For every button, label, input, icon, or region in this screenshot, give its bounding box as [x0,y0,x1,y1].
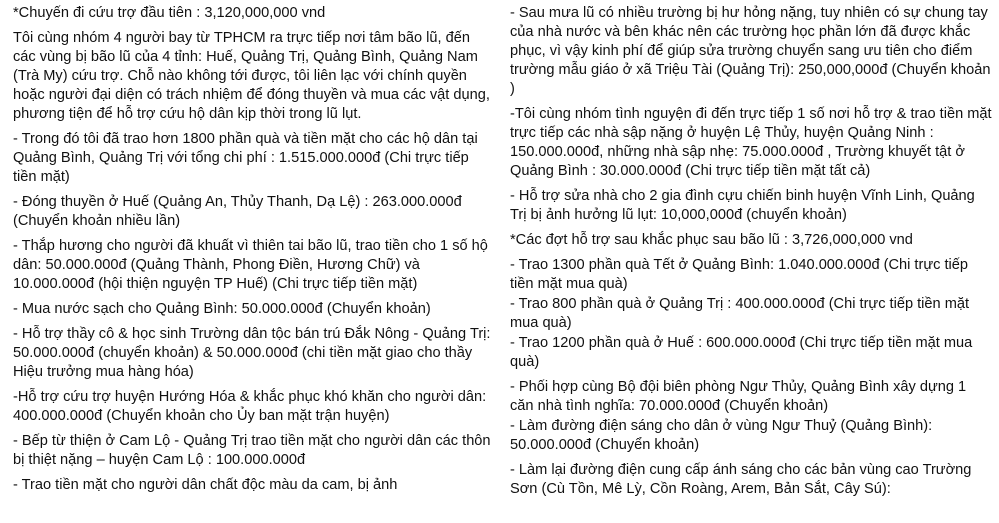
expense-item-kitchen: - Bếp từ thiện ở Cam Lộ - Quảng Trị trao tiền mặt cho người dân các thôn bị thiệt nặng – huyện Cam Lộ : 100.000.000đ [13,433,491,468]
expense-item-school: - Hỗ trợ thầy cô & học sinh Trường dân tộc bán trú Đắk Nông - Quảng Trị: 50.000.000đ (chuyển khoản) & 50.000.000đ (chi tiền mặt giao cho thầy Hiệu trưởng mua hàng hóa) [13,326,491,380]
trip-description: Tôi cùng nhóm 4 người bay từ TPHCM ra trực tiếp nơi tâm bão lũ, đến các vùng bị bão lũ của 4 tỉnh: Huế, Quảng Trị, Quảng Bình, Quảng Nam (Trà My) cứu trợ. Chỗ nào không tới được, tôi liên lạc với chính quyền hoặc người đại diện có trách nhiệm để đóng thuyền và mua các vật dụng, phương tiện để hỗ trợ cứu hộ dân kịp thời trong lũ lụt. [13,30,490,122]
post-flood-heading: *Các đợt hỗ trợ sau khắc phục sau bão lũ : 3,726,000,000 vnd [510,232,913,248]
expense-item-hue-gifts: - Trao 1200 phần quà ở Huế : 600.000.000đ (Chi trực tiếp tiền mặt mua quà) [510,335,973,370]
expense-item-boats: - Đóng thuyền ở Huế (Quảng An, Thủy Thanh, Dạ Lệ) : 263.000.000đ (Chuyển khoản nhiều lần) [13,194,462,229]
expense-item-agent-orange: - Trao tiền mặt cho người dân chất độc màu da cam, bị ảnh [13,477,398,493]
expense-item-huong-hoa: -Hỗ trợ cứu trợ huyện Hướng Hóa & khắc phục khó khăn cho người dân: 400.000.000đ (Chuyển khoản cho Ủy ban mặt trận huyện) [13,389,487,424]
expense-item-quang-tri-gifts: - Trao 800 phần quà ở Quảng Trị : 400.000.000đ (Chi trực tiếp tiền mặt mua quà) [510,296,970,331]
expense-item-gifts: - Trong đó tôi đã trao hơn 1800 phần quà và tiền mặt cho các hộ dân tại Quảng Bình, Quảng Trị với tổng chi phí : 1.515.000.000đ (Chi trực tiếp tiền mặt) [13,131,478,185]
right-column [500,0,999,523]
expense-item-tet-quang-binh: - Trao 1300 phần quà Tết ở Quảng Bình: 1.040.000.000đ (Chi trực tiếp tiền mặt mua quà) [510,257,968,292]
expense-item-water: - Mua nước sạch cho Quảng Bình: 50.000.000đ (Chuyển khoản) [13,301,431,317]
expense-item-kindergarten: - Sau mưa lũ có nhiều trường bị hư hỏng nặng, tuy nhiên có sự chung tay của nhà nước và bên khác nên các trường học phần lớn đã được khắc phục, vì vậy kinh phí để giúp sửa trường chuyển sang ưu tiên cho điểm trường mẫu giáo ở xã Triệu Tài (Quảng Trị): 250,000,000đ (Chuyển khoản ) [510,5,991,97]
expense-item-veterans: - Hỗ trợ sửa nhà cho 2 gia đình cựu chiến binh huyện Vĩnh Linh, Quảng Trị bị ảnh hưởng lũ lụt: 10,000,000đ (chuyển khoản) [510,188,975,223]
expense-item-charity-house: - Phối hợp cùng Bộ đội biên phòng Ngư Thủy, Quảng Bình xây dựng 1 căn nhà tình nghĩa: 70.000.000đ (Chuyển khoản) [510,379,967,414]
expense-item-collapsed-houses: -Tôi cùng nhóm tình nguyện đi đến trực tiếp 1 số nơi hỗ trợ & trao tiền mặt trực tiếp các nhà sập nặng ở huyện Lệ Thủy, huyện Quảng Ninh : 150.000.000đ, những nhà sập nhẹ: 75.000.000đ , Trường khuyết tật ở Quảng Bình : 30.000.000đ (Chi trực tiếp tiền mặt tất cả) [510,106,992,179]
expense-item-incense: - Thắp hương cho người đã khuất vì thiên tai bão lũ, trao tiền cho 1 số hộ dân: 50.000.000đ (Quảng Thành, Phong Điền, Hương Chữ) và 10.000.000đ (hội thiện nguyện TP Huế) (Chi trực tiếp tiền mặt) [13,238,488,292]
expense-item-electric-truong-son: - Làm lại đường điện cung cấp ánh sáng cho các bản vùng cao Trường Sơn (Cù Tồn, Mê Lỳ, Cồn Roàng, Arem, Bản Sắt, Cây Sú): [510,462,972,497]
first-trip-heading: *Chuyến đi cứu trợ đầu tiên : 3,120,000,000 vnd [13,5,326,21]
expense-item-electric-ngu-thuy: - Làm đường điện sáng cho dân ở vùng Ngư Thuỷ (Quảng Bình): 50.000.000đ (Chuyển khoản) [510,418,933,453]
